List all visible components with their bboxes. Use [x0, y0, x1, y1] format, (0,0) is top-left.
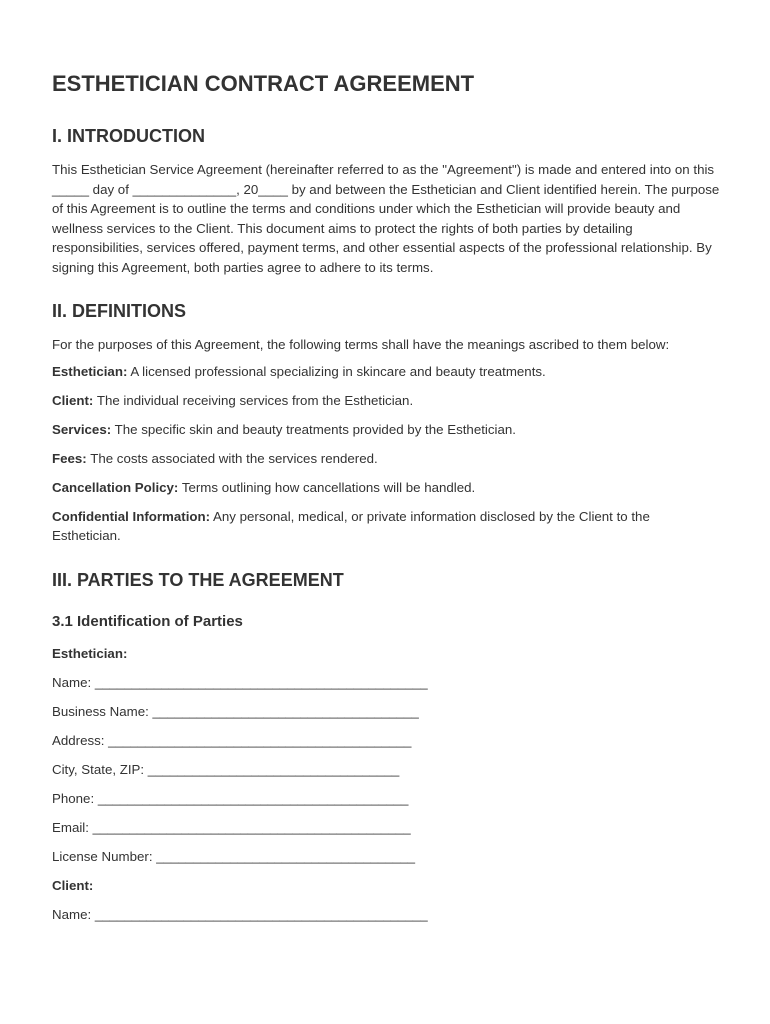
- esthetician-city-state-zip-field[interactable]: City, State, ZIP: __________________________________: [52, 761, 400, 777]
- esthetician-phone-field[interactable]: Phone: __________________________________________: [52, 790, 409, 806]
- document-title: ESTHETICIAN CONTRACT AGREEMENT: [52, 71, 475, 96]
- document-page: [52, 68, 722, 934]
- esthetician-license-number-field[interactable]: License Number: ___________________________________: [52, 848, 416, 864]
- definitions-intro: For the purposes of this Agreement, the following terms shall have the meanings ascribed to them below:: [52, 337, 670, 352]
- definition-fees: [52, 449, 722, 469]
- esthetician-address-field[interactable]: Address: _________________________________________: [52, 732, 412, 748]
- client-label: Client:: [52, 877, 94, 893]
- definition-text: The individual receiving services from the Esthetician.: [93, 392, 414, 408]
- definition-term: Confidential Information:: [52, 508, 211, 524]
- definition-text: Terms outlining how cancellations will be handled.: [178, 479, 476, 495]
- definition-text: The costs associated with the services rendered.: [86, 450, 378, 466]
- identification-subheading: 3.1 Identification of Parties: [52, 612, 243, 630]
- parties-heading: III. PARTIES TO THE AGREEMENT: [52, 569, 344, 590]
- introduction-paragraph: This Esthetician Service Agreement (hereinafter referred to as the "Agreement") is made and entered into on this _____ day of ______________, 20____ by and between the Esthetician and Client identified herein. The purpose of this Agreement is to outline the terms and conditions under which the Esthetician will provide beauty and wellness services to the Client. This document aims to protect the rights of both parties by detailing responsibilities, services offered, payment terms, and other essential aspects of the professional relationship. By signing this Agreement, both parties agree to adhere to its terms.: [52, 162, 720, 275]
- definition-confidential-information: [52, 507, 722, 546]
- definition-text: The specific skin and beauty treatments provided by the Esthetician.: [111, 421, 516, 437]
- definition-cancellation-policy: [52, 478, 722, 498]
- definition-client: [52, 391, 722, 411]
- definition-term: Cancellation Policy:: [52, 479, 179, 495]
- definition-services: [52, 420, 722, 440]
- definitions-heading: II. DEFINITIONS: [52, 301, 187, 321]
- introduction-heading: I. INTRODUCTION: [52, 126, 205, 146]
- definition-term: Services:: [52, 421, 112, 437]
- client-name-field[interactable]: Name: _____________________________________________: [52, 906, 428, 922]
- esthetician-business-name-field[interactable]: Business Name: ____________________________________: [52, 703, 419, 719]
- definition-esthetician: [52, 362, 722, 382]
- esthetician-name-field[interactable]: Name: _____________________________________________: [52, 674, 428, 690]
- definition-text: Any personal, medical, or private information disclosed by the Client to the Esthetician.: [52, 508, 650, 543]
- definition-text: A licensed professional specializing in skincare and beauty treatments.: [127, 363, 546, 379]
- esthetician-email-field[interactable]: Email: ___________________________________________: [52, 819, 411, 835]
- esthetician-label: Esthetician:: [52, 645, 128, 661]
- definition-term: Fees:: [52, 450, 87, 466]
- definition-term: Esthetician:: [52, 363, 128, 379]
- definition-term: Client:: [52, 392, 94, 408]
